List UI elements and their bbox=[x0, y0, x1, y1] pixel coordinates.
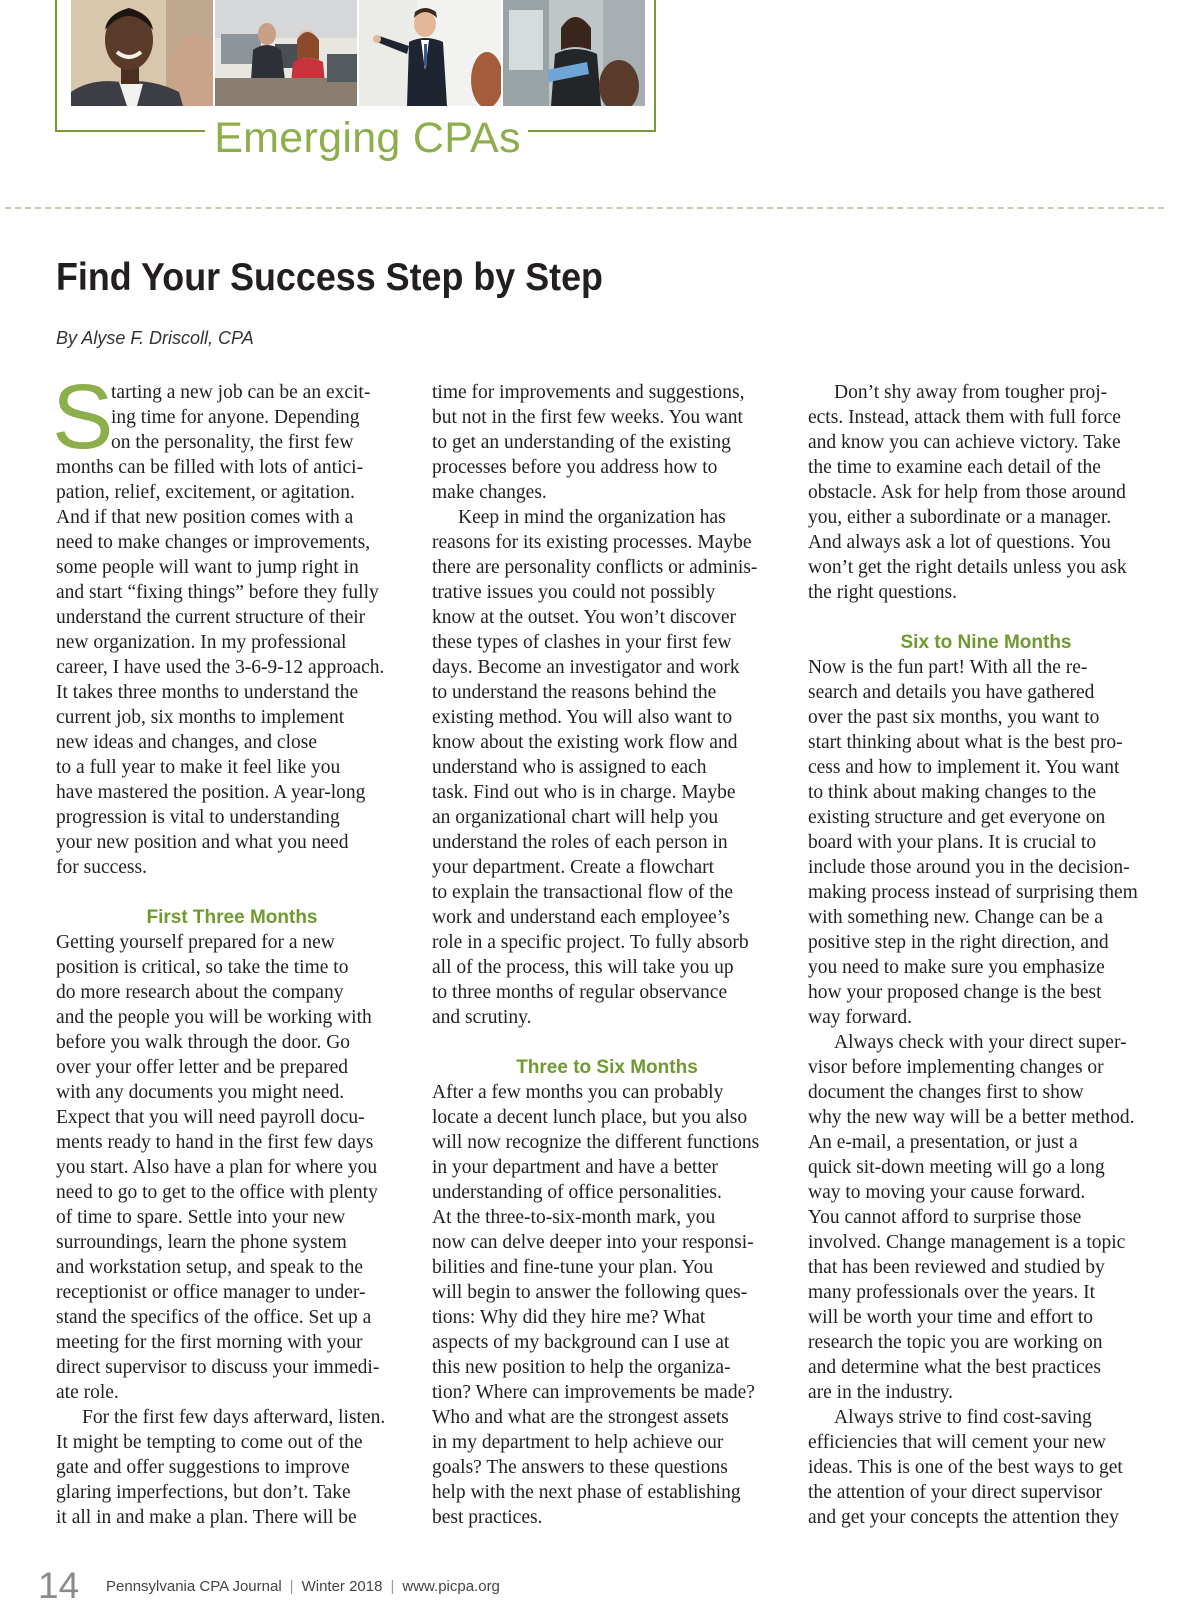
body-text-line: efficiencies that will cement your new bbox=[808, 1432, 1106, 1453]
body-text-line: existing structure and get everyone on bbox=[808, 807, 1106, 828]
frame-bottom-right-line bbox=[528, 130, 656, 132]
body-text-line: It takes three months to understand the bbox=[56, 682, 359, 703]
body-text-line: meeting for the first morning with your bbox=[56, 1332, 363, 1353]
body-text-line: direct supervisor to discuss your immedi- bbox=[56, 1357, 380, 1378]
issue-date: Winter 2018 bbox=[301, 1578, 383, 1595]
publication-name: Pennsylvania CPA Journal bbox=[106, 1578, 282, 1595]
body-text-line: And if that new position comes with a bbox=[56, 507, 354, 528]
section-subheading: Three to Six Months bbox=[516, 1057, 698, 1078]
body-text-line: understand who is assigned to each bbox=[432, 757, 707, 778]
body-text-line: the right questions. bbox=[808, 582, 957, 603]
body-text-line: the time to examine each detail of the bbox=[808, 457, 1101, 478]
body-text-line: Keep in mind the organization has bbox=[458, 507, 726, 528]
body-text-line: to explain the transactional flow of the bbox=[432, 882, 734, 903]
body-text-line: involved. Change management is a topic bbox=[808, 1232, 1126, 1253]
body-text-line: pation, relief, excitement, or agitation. bbox=[56, 482, 355, 503]
body-text-line: why the new way will be a better method. bbox=[808, 1107, 1135, 1128]
body-text-line: existing method. You will also want to bbox=[432, 707, 733, 728]
body-text-line: need to go to get to the office with plenty bbox=[56, 1182, 378, 1203]
footer-credits bbox=[106, 1577, 500, 1597]
body-text-line: and workstation setup, and speak to the bbox=[56, 1257, 364, 1278]
body-text-line: document the changes first to show bbox=[808, 1082, 1084, 1103]
body-text-line: role in a specific project. To fully absorb bbox=[432, 932, 749, 953]
byline: By Alyse F. Driscoll, CPA bbox=[56, 328, 254, 348]
body-text-line: know at the outset. You won’t discover bbox=[432, 607, 737, 628]
body-text-line: with something new. Change can be a bbox=[808, 907, 1103, 928]
body-text-line: of time to spare. Settle into your new bbox=[56, 1207, 346, 1228]
article-title: Find Your Success Step by Step bbox=[56, 256, 603, 299]
body-text-line: locate a decent lunch place, but you also bbox=[432, 1107, 748, 1128]
footer-separator: | bbox=[289, 1578, 294, 1595]
body-text-line: days. Become an investigator and work bbox=[432, 657, 740, 678]
body-text-line: ate role. bbox=[56, 1382, 119, 1403]
body-text-line: Always strive to find cost-saving bbox=[834, 1407, 1092, 1428]
body-text-line: to three months of regular observance bbox=[432, 982, 728, 1003]
body-text-line: your department. Create a flowchart bbox=[432, 857, 715, 878]
body-text-line: it all in and make a plan. There will be bbox=[56, 1507, 357, 1528]
body-text-line: ments ready to hand in the first few days bbox=[56, 1132, 374, 1153]
body-text-line: ects. Instead, attack them with full force bbox=[808, 407, 1121, 428]
body-text-line: current job, six months to implement bbox=[56, 707, 345, 728]
body-text-line: research the topic you are working on bbox=[808, 1332, 1103, 1353]
body-text-line: and determine what the best practices bbox=[808, 1357, 1101, 1378]
body-text-line: start thinking about what is the best pro- bbox=[808, 732, 1123, 753]
body-text-line: the attention of your direct supervisor bbox=[808, 1482, 1103, 1503]
body-text-line: way to moving your cause forward. bbox=[808, 1182, 1086, 1203]
body-text-line: best practices. bbox=[432, 1507, 543, 1528]
dashed-divider bbox=[5, 207, 1164, 209]
body-text-line: but not in the first few weeks. You want bbox=[432, 407, 743, 428]
body-text-line: ing time for anyone. Depending bbox=[111, 407, 360, 428]
body-text-line: career, I have used the 3-6-9-12 approach. bbox=[56, 657, 385, 678]
body-text-line: quick sit-down meeting will go a long bbox=[808, 1157, 1105, 1178]
body-text-line: receptionist or office manager to under- bbox=[56, 1282, 366, 1303]
body-text-line: gate and offer suggestions to improve bbox=[56, 1457, 350, 1478]
body-text-line: include those around you in the decision- bbox=[808, 857, 1130, 878]
body-text-line: You cannot afford to surprise those bbox=[808, 1207, 1082, 1228]
body-text-line: bilities and fine-tune your plan. You bbox=[432, 1257, 714, 1278]
frame-bottom-left-line bbox=[55, 130, 205, 132]
body-text-line: search and details you have gathered bbox=[808, 682, 1095, 703]
body-text-line: months can be filled with lots of antici- bbox=[56, 457, 364, 478]
frame-left-line bbox=[55, 0, 57, 132]
paragraph-spacer bbox=[808, 605, 1164, 630]
body-text-line: stand the specifics of the office. Set up a bbox=[56, 1307, 372, 1328]
body-text-line: you, either a subordinate or a manager. bbox=[808, 507, 1112, 528]
footer-separator: | bbox=[390, 1578, 395, 1595]
section-subheading: First Three Months bbox=[146, 907, 318, 928]
body-text-line: and know you can achieve victory. Take bbox=[808, 432, 1121, 453]
body-text-line: new ideas and changes, and close bbox=[56, 732, 317, 753]
body-text-line: tarting a new job can be an excit- bbox=[111, 382, 371, 403]
body-text-line: tions: Why did they hire me? What bbox=[432, 1307, 706, 1328]
body-text-line: trative issues you could not possibly bbox=[432, 582, 716, 603]
body-text-line: making process instead of surprising them bbox=[808, 882, 1138, 903]
smiling-man-portrait-icon bbox=[71, 0, 213, 106]
body-text-line: task. Find out who is in charge. Maybe bbox=[432, 782, 736, 803]
body-text-line: progression is vital to understanding bbox=[56, 807, 340, 828]
smiling-man-photo bbox=[71, 0, 213, 106]
body-text-line: Now is the fun part! With all the re- bbox=[808, 657, 1088, 678]
body-text-line: in your department and have a better bbox=[432, 1157, 718, 1178]
body-text-line: over the past six months, you want to bbox=[808, 707, 1100, 728]
body-text-line: tion? Where can improvements be made? bbox=[432, 1382, 755, 1403]
body-text-line: know about the existing work flow and bbox=[432, 732, 738, 753]
body-text-line: and start “fixing things” before they fully bbox=[56, 582, 379, 603]
section-subheading: Six to Nine Months bbox=[900, 632, 1072, 653]
body-text-line: are in the industry. bbox=[808, 1382, 953, 1403]
businesswoman-photo bbox=[503, 0, 645, 106]
body-text-line: to get an understanding of the existing bbox=[432, 432, 731, 453]
body-text-line: in my department to help achieve our bbox=[432, 1432, 724, 1453]
body-text-line: will now recognize the different functions bbox=[432, 1132, 760, 1153]
body-text-line: you need to make sure you emphasize bbox=[808, 957, 1105, 978]
body-text-line: cess and how to implement it. You want bbox=[808, 757, 1120, 778]
column-1 bbox=[52, 366, 408, 1530]
body-text-line: have mastered the position. A year-long bbox=[56, 782, 366, 803]
section-label: Emerging CPAs bbox=[214, 114, 521, 162]
body-text-line: After a few months you can probably bbox=[432, 1082, 724, 1103]
body-text-line: an organizational chart will help you bbox=[432, 807, 719, 828]
body-text-line: won’t get the right details unless you ask bbox=[808, 557, 1127, 578]
businesswoman-at-window-icon bbox=[503, 0, 645, 106]
website-link[interactable]: www.picpa.org bbox=[402, 1578, 500, 1595]
body-text-line: Expect that you will need payroll docu- bbox=[56, 1107, 365, 1128]
body-text-line: this new position to help the organiza- bbox=[432, 1357, 731, 1378]
body-text-line: there are personality conflicts or adminis- bbox=[432, 557, 758, 578]
body-text-line: for success. bbox=[56, 857, 147, 878]
body-text-line: Who and what are the strongest assets bbox=[432, 1407, 729, 1428]
body-text-line: your new position and what you need bbox=[56, 832, 349, 853]
body-text-line: Don’t shy away from tougher proj- bbox=[834, 382, 1108, 403]
body-text-line: Always check with your direct super- bbox=[834, 1032, 1127, 1053]
body-text-line: position is critical, so take the time to bbox=[56, 957, 349, 978]
body-text-line: you start. Also have a plan for where you bbox=[56, 1157, 378, 1178]
body-text-line: over your offer letter and be prepared bbox=[56, 1057, 348, 1078]
body-text-line: And always ask a lot of questions. You bbox=[808, 532, 1111, 553]
body-text-line: will begin to answer the following ques- bbox=[432, 1282, 748, 1303]
body-text-line: will be worth your time and effort to bbox=[808, 1307, 1094, 1328]
body-text-line: on the personality, the first few bbox=[111, 432, 354, 453]
body-text-line: It might be tempting to come out of the bbox=[56, 1432, 363, 1453]
body-text-line: For the first few days afterward, listen. bbox=[82, 1407, 386, 1428]
body-text-line: to think about making changes to the bbox=[808, 782, 1097, 803]
body-text-line: to understand the reasons behind the bbox=[432, 682, 717, 703]
body-text-line: before you walk through the door. Go bbox=[56, 1032, 351, 1053]
body-text-line: positive step in the right direction, and bbox=[808, 932, 1109, 953]
paragraph-spacer bbox=[432, 1030, 782, 1055]
body-text-line: At the three-to-six-month mark, you bbox=[432, 1207, 716, 1228]
body-text-line: to a full year to make it feel like you bbox=[56, 757, 341, 778]
body-text-line: with any documents you might need. bbox=[56, 1082, 345, 1103]
body-text-line: board with your plans. It is crucial to bbox=[808, 832, 1097, 853]
body-text-line: processes before you address how to bbox=[432, 457, 718, 478]
body-text-line: time for improvements and suggestions, bbox=[432, 382, 745, 403]
body-text-line: obstacle. Ask for help from those around bbox=[808, 482, 1126, 503]
body-text-line: surroundings, learn the phone system bbox=[56, 1232, 347, 1253]
body-text-line: all of the process, this will take you up bbox=[432, 957, 734, 978]
body-text-line: An e-mail, a presentation, or just a bbox=[808, 1132, 1078, 1153]
office-workers-photo bbox=[215, 0, 357, 106]
body-text-line: that has been reviewed and studied by bbox=[808, 1257, 1105, 1278]
body-text-line: understand the roles of each person in bbox=[432, 832, 728, 853]
body-text-line: visor before implementing changes or bbox=[808, 1057, 1104, 1078]
body-text-line: Getting yourself prepared for a new bbox=[56, 932, 335, 953]
body-text-line: these types of clashes in your first few bbox=[432, 632, 732, 653]
office-workers-at-desks-icon bbox=[215, 0, 357, 106]
presenter-photo bbox=[359, 0, 501, 106]
body-text-line: how your proposed change is the best bbox=[808, 982, 1102, 1003]
body-text-line: aspects of my background can I use at bbox=[432, 1332, 730, 1353]
paragraph-spacer bbox=[56, 880, 408, 905]
page-number: 14 bbox=[38, 1565, 80, 1606]
body-text-line: need to make changes or improvements, bbox=[56, 532, 371, 553]
column-3 bbox=[808, 380, 1164, 1530]
body-text-line: goals? The answers to these questions bbox=[432, 1457, 728, 1478]
body-text-line: now can delve deeper into your responsi- bbox=[432, 1232, 754, 1253]
body-text-line: work and understand each employee’s bbox=[432, 907, 730, 928]
body-text-line: many professionals over the years. It bbox=[808, 1282, 1095, 1303]
body-text-line: glaring imperfections, but don’t. Take bbox=[56, 1482, 351, 1503]
body-text-line: way forward. bbox=[808, 1007, 912, 1028]
body-text-line: and scrutiny. bbox=[432, 1007, 532, 1028]
body-text-line: understanding of office personalities. bbox=[432, 1182, 722, 1203]
body-text-line: and get your concepts the attention they bbox=[808, 1507, 1119, 1528]
body-text-line: and the people you will be working with bbox=[56, 1007, 372, 1028]
body-text-line: do more research about the company bbox=[56, 982, 344, 1003]
body-text-line: help with the next phase of establishing bbox=[432, 1482, 741, 1503]
column-2 bbox=[432, 380, 782, 1530]
body-text-line: make changes. bbox=[432, 482, 547, 503]
drop-cap: S bbox=[52, 366, 114, 468]
body-text-line: understand the current structure of their bbox=[56, 607, 366, 628]
presenter-at-whiteboard-icon bbox=[359, 0, 501, 106]
body-text-line: new organization. In my professional bbox=[56, 632, 347, 653]
body-text-line: ideas. This is one of the best ways to get bbox=[808, 1457, 1123, 1478]
body-text-line: reasons for its existing processes. Maybe bbox=[432, 532, 752, 553]
frame-right-line bbox=[654, 0, 656, 132]
body-text-line: some people will want to jump right in bbox=[56, 557, 359, 578]
